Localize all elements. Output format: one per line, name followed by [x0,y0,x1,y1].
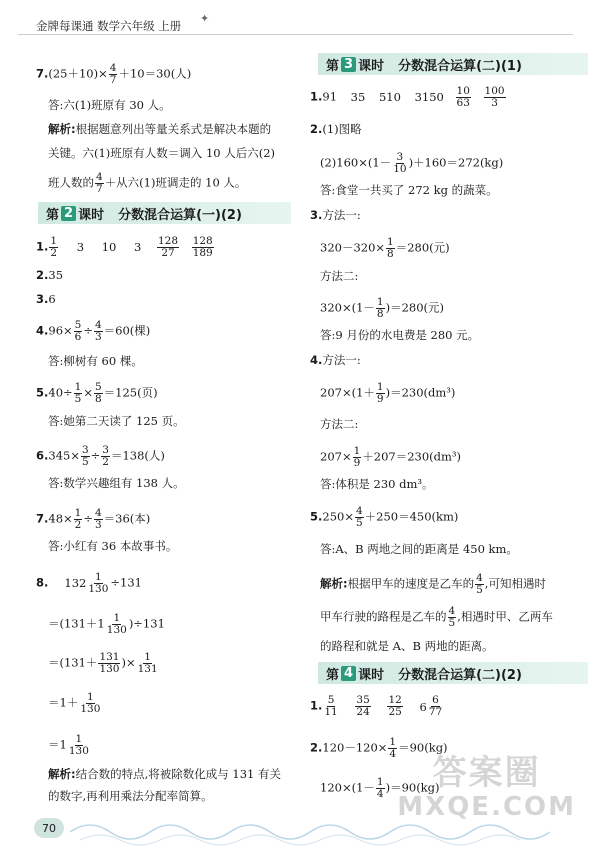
sparkle-icon: ✦ [200,12,210,25]
s2-q3: 3.6 [36,292,56,306]
q7-answer: 答:六(1)班原有 30 人。 [48,98,171,112]
s3-q5-answer: 答:A、B 两地之间的距离是 450 km。 [320,542,518,556]
s3-q3: 3.方法一: [310,208,361,222]
s2-q8-step-4: ＝1＋ $\frac{1}{130}$ [48,691,101,715]
page-number: 70 [34,818,64,838]
s4-q1: 1. $\frac{5}{11}$ $\frac{35}{24}$ $\frac{12}{25}$ 6 $\frac{6}{77}$ [310,694,443,718]
s3-q3-method-2: 方法二: [320,269,359,283]
s4-q2-step-2: 120×(1－ $\frac{1}{4}$ )＝90(kg) [320,776,440,800]
section-header-lesson-4: 第 4 课时 分数混合运算(二)(2) [318,662,588,684]
s3-q3-answer: 答:9 月份的水电费是 280 元。 [320,328,480,342]
s2-q8-step-5: ＝1 $\frac{1}{130}$ [48,733,89,757]
wave-decoration [0,800,590,846]
s3-q2: 2.(1)图略 [310,122,362,136]
s3-q5-analysis-1: 解析:根据甲车的速度是乙车的 $\frac{4}{5}$ ,可知相遇时 [320,572,546,596]
s2-q8-analysis-2: 的数字,再利用乘法分配率简算。 [48,789,213,803]
s2-q8-analysis-1: 解析:结合数的特点,将被除数化成与 131 有关 [48,767,282,781]
s3-q4-answer: 答:体积是 230 dm³。 [320,477,434,491]
s3-q5-analysis-2: 甲车行驶的路程是乙车的 $\frac{4}{5}$ ,相遇时甲、乙两车 [320,605,553,629]
q7-analysis-1: 解析:根据题意列出等量关系式是解决本题的 [48,122,272,136]
section-header-lesson-2: 第 2 课时 分数混合运算(一)(2) [38,202,291,224]
s3-q5: 5.250× $\frac{4}{5}$ ＋250＝450(km) [310,505,459,529]
s3-q2-step-2: (2)160×(1－ $\frac{3}{10}$ )＋160＝272(kg) [320,151,504,175]
q7-analysis-3: 班人数的 $\frac{4}{7}$ ＋从六(1)班调走的 10 人。 [48,171,247,195]
site-watermark: 答案圈 MXQE.COM [397,753,576,822]
s3-q5-analysis-3: 的路程和就是 A、B 两地的距离。 [320,639,494,653]
fraction: $\frac{4}{7}$ [109,62,117,86]
s3-q3-step-3: 320×(1－ $\frac{1}{8}$ )＝280(元) [320,296,444,320]
s2-q7: 7.48× $\frac{1}{2}$ ÷ $\frac{4}{3}$ ＝36(本) [36,507,151,531]
s3-q4: 4.方法一: [310,353,361,367]
s3-q4-method-2: 方法二: [320,417,359,431]
page-header [20,12,580,36]
s3-q2-answer: 答:食堂一共买了 272 kg 的蔬菜。 [320,183,498,197]
s3-q4-step-2: 207×(1＋ $\frac{1}{9}$ )＝230(dm³) [320,381,456,405]
s2-q8-step-2: ＝(131＋1 $\frac{1}{130}$ )÷131 [48,612,165,636]
q7-line: 7.(25＋10)× $\frac{4}{7}$ ＋10＝30(人) [36,62,192,86]
s3-q4-step-3: 207× $\frac{1}{9}$ ＋207＝230(dm³) [320,445,462,469]
s2-q8-step-3: ＝(131＋ $\frac{131}{130}$ )× $\frac{1}{131}$ [48,651,158,675]
s2-q5: 5.40÷ $\frac{1}{5}$ × $\frac{5}{8}$ ＝125(页) [36,381,158,405]
header-title: 金牌每课通 数学六年级 上册 [36,19,182,33]
section-header-lesson-3: 第 3 课时 分数混合运算(二)(1) [318,53,588,75]
s2-q6: 6.345× $\frac{3}{5}$ ÷ $\frac{3}{2}$ ＝138(人) [36,444,165,468]
q7-analysis-2: 关键。六(1)班原有人数＝调入 10 人后六(2) [48,146,276,160]
s3-q1: 1.91 35 510 3150 $\frac{10}{63}$ $\frac{100}{3}$ [310,85,505,109]
s2-q8: 8. 132 $\frac{1}{130}$ ÷131 [36,571,142,595]
s2-q6-answer: 答:数学兴趣组有 138 人。 [48,476,185,490]
header-divider [18,34,573,35]
s2-q5-answer: 答:她第二天读了 125 页。 [48,414,185,428]
s2-q4: 4.96× $\frac{5}{6}$ ÷ $\frac{4}{3}$ ＝60(棵) [36,319,151,343]
s2-q2: 2.35 [36,268,64,282]
s2-q7-answer: 答:小红有 36 本故事书。 [48,539,178,553]
s2-q1: 1. $\frac{1}{2}$ 3 10 3 $\frac{128}{27}$ $\frac{128}{189}$ [36,235,213,259]
s2-q4-answer: 答:柳树有 60 棵。 [48,354,143,368]
s3-q3-step-2: 320－320× $\frac{1}{8}$ ＝280(元) [320,236,450,260]
s4-q2: 2.120－120× $\frac{1}{4}$ ＝90(kg) [310,736,448,760]
